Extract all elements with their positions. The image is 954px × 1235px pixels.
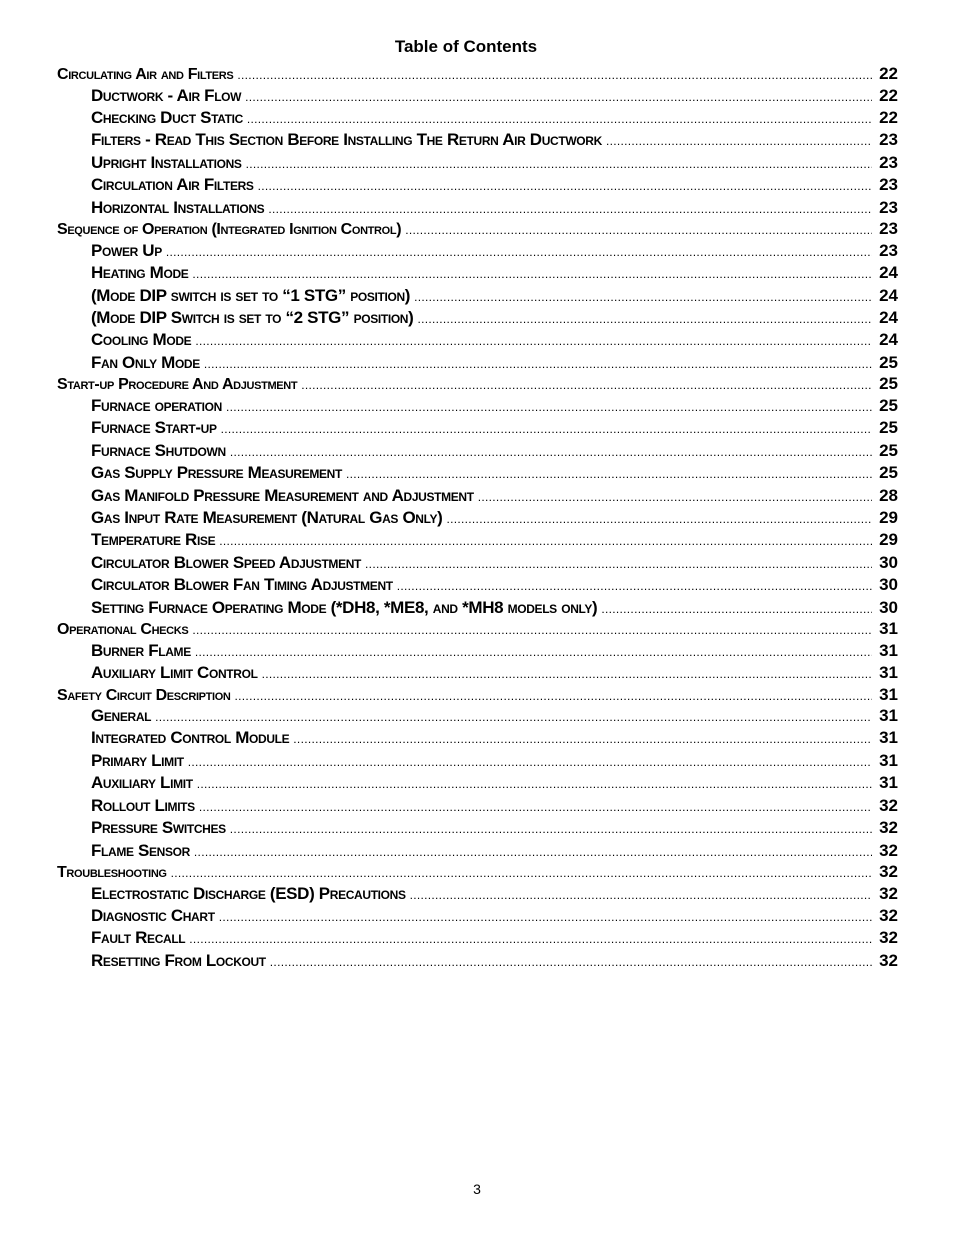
toc-entry-label: Flame Sensor [91,840,190,860]
toc-subsection-entry[interactable] [57,817,898,839]
toc-subsection-entry[interactable] [57,574,898,596]
toc-subsection-entry[interactable] [57,485,898,507]
toc-entry-page: 24 [879,330,898,350]
toc-entry-label: Horizontal Installations [91,197,265,217]
toc-subsection-entry[interactable] [57,85,898,107]
toc-entry-page: 31 [879,773,898,793]
toc-entry-page: 29 [879,530,898,550]
toc-subsection-entry[interactable] [57,705,898,727]
dot-leader [230,818,872,840]
toc-subsection-entry[interactable] [57,329,898,351]
dot-leader [606,130,872,152]
toc-entry-label: Circulation Air Filters [91,175,254,195]
dot-leader [230,441,872,463]
toc-entry-page: 31 [879,728,898,748]
dot-leader [194,841,872,863]
toc-subsection-entry[interactable] [57,152,898,174]
dot-leader [197,773,872,795]
dot-leader [245,86,872,108]
toc-entry-page: 23 [879,219,898,239]
dot-leader [247,108,872,130]
toc-entry-label: Circulator Blower Speed Adjustment [91,552,362,572]
toc-section-entry[interactable] [57,219,898,240]
toc-entry-page: 30 [879,552,898,572]
toc-subsection-entry[interactable] [57,662,898,684]
toc-entry-page: 25 [879,374,898,394]
toc-entry-page: 31 [879,619,898,639]
dot-leader [221,418,872,440]
toc-subsection-entry[interactable] [57,905,898,927]
dot-leader [235,686,872,707]
toc-entry-page: 31 [879,750,898,770]
toc-subsection-entry[interactable] [57,529,898,551]
toc-entry-label: (Mode DIP switch is set to “1 STG” position) [91,285,411,305]
toc-entry-page: 30 [879,575,898,595]
toc-entry-label: Electrostatic Discharge (ESD) Precautions [91,883,406,903]
toc-entry-label: Cooling Mode [91,330,192,350]
toc-entry-page: 31 [879,706,898,725]
toc-entry-label: Circulator Blower Fan Timing Adjustment [91,575,393,595]
toc-entry-page: 31 [879,684,898,704]
toc-entry-label: Troubleshooting [57,864,167,882]
toc-entry-label: Auxiliary Limit Control [91,663,258,683]
toc-entry-label: Sequence of Operation (Integrated Ignition Control) [57,221,402,239]
toc-entry-page: 32 [879,840,898,860]
toc-subsection-entry[interactable] [57,129,898,151]
dot-leader [192,620,872,641]
toc-entry-label: Heating Mode [91,263,189,283]
toc-subsection-entry[interactable] [57,262,898,284]
dot-leader [195,641,872,663]
toc-entry-label: (Mode DIP Switch is set to “2 STG” position) [91,307,414,327]
toc-entry-label: Gas Manifold Pressure Measurement and Adjustment [91,485,474,505]
toc-entry-label: Pressure Switches [91,818,226,838]
toc-entry-page: 32 [879,883,898,903]
dot-leader [195,330,872,352]
toc-entry-label: Furnace operation [91,395,222,415]
dot-leader [601,598,872,620]
dot-leader [246,153,872,175]
toc-subsection-entry[interactable] [57,950,898,972]
dot-leader [397,575,872,597]
toc-subsection-entry[interactable] [57,640,898,662]
toc-entry-label: Auxiliary Limit [91,773,193,793]
toc-entry-label: Filters - Read This Section Before Installing The Return Air Ductwork [91,130,602,150]
toc-subsection-entry[interactable] [57,285,898,307]
toc-entry-label: Gas Input Rate Measurement (Natural Gas Only) [91,507,443,527]
dot-leader [346,463,872,485]
toc-subsection-entry[interactable] [57,307,898,329]
dot-leader [188,751,872,773]
toc-entry-page: 29 [879,507,898,527]
page-number: 3 [473,1181,481,1197]
toc-entry-page: 31 [879,663,898,683]
toc-subsection-entry[interactable] [57,107,898,129]
dot-leader [189,928,872,950]
toc-entry-page: 25 [879,395,898,415]
dot-leader [155,706,872,728]
toc-entry-label: Gas Supply Pressure Measurement [91,463,342,483]
toc-entry-label: Temperature Rise [91,530,216,550]
toc-subsection-entry[interactable] [57,927,898,949]
toc-subsection-entry[interactable] [57,462,898,484]
toc-entry-page: 24 [879,307,898,327]
dot-leader [478,486,872,508]
toc-entry-label: Safety Circuit Description [57,686,231,704]
toc-entry-label: General [91,706,152,725]
toc-section-entry[interactable] [57,619,898,640]
toc-subsection-entry[interactable] [57,840,898,862]
toc-subsection-entry[interactable] [57,795,898,817]
dot-leader [293,728,872,750]
toc-subsection-entry[interactable] [57,395,898,417]
toc-subsection-entry[interactable] [57,440,898,462]
toc-entry-page: 32 [879,862,898,882]
toc-section-entry[interactable] [57,862,898,883]
toc-entry-label: Checking Duct Static [91,107,243,127]
toc-entry-page: 23 [879,197,898,217]
toc-entry-label: Resetting From Lockout [91,950,266,970]
dot-leader [414,286,872,308]
toc-entry-page: 32 [879,906,898,925]
toc-entry-label: Upright Installations [91,152,242,172]
toc-entry-page: 32 [879,928,898,948]
toc-entry-label: Circulating Air and Filters [57,66,234,83]
dot-leader [237,65,872,86]
dot-leader [204,353,872,375]
toc-entry-label: Burner Flame [91,640,191,660]
toc-subsection-entry[interactable] [57,597,898,619]
toc-subsection-entry[interactable] [57,417,898,439]
toc-entry-page: 22 [879,85,898,105]
toc-entry-label: Furnace Shutdown [91,440,226,460]
toc-entry-page: 32 [879,950,898,970]
toc-entry-label: Integrated Control Module [91,728,290,748]
toc-entry-page: 30 [879,597,898,617]
toc-entry-label: Primary Limit [91,750,184,770]
toc-subsection-entry[interactable] [57,750,898,772]
dot-leader [410,884,872,906]
dot-leader [405,220,872,241]
toc-section-entry[interactable] [57,685,898,706]
toc-subsection-entry[interactable] [57,174,898,196]
toc-subsection-entry[interactable] [57,352,898,374]
toc-entry-page: 22 [879,107,898,127]
toc-entry-page: 24 [879,285,898,305]
toc-entry-page: 31 [879,640,898,660]
toc-subsection-entry[interactable] [57,772,898,794]
toc-entry-page: 25 [879,352,898,372]
toc-entry-label: Fan Only Mode [91,352,200,372]
toc-subsection-entry[interactable] [57,727,898,749]
dot-leader [226,396,872,418]
dot-leader [171,863,872,884]
toc-entry-page: 32 [879,795,898,815]
toc-entry-page: 28 [879,485,898,505]
toc-subsection-entry[interactable] [57,507,898,529]
toc-subsection-entry[interactable] [57,552,898,574]
toc-entry-page: 23 [879,130,898,150]
dot-leader [199,796,872,818]
toc-entry-page: 32 [879,818,898,838]
dot-leader [219,530,872,552]
page-title: Table of Contents [394,37,538,56]
toc-entry-label: Diagnostic Chart [91,906,215,925]
toc-subsection-entry[interactable] [57,197,898,219]
toc-subsection-entry[interactable] [57,883,898,905]
dot-leader [417,308,872,330]
dot-leader [192,263,872,285]
toc-entry-page: 23 [879,240,898,260]
toc-entry-page: 22 [879,64,898,83]
toc-section-entry[interactable] [57,374,898,395]
toc-entry-label: Fault Recall [91,928,186,948]
dot-leader [219,906,872,928]
toc-entry-page: 23 [879,175,898,195]
toc-entry-page: 23 [879,152,898,172]
toc-entry-page: 25 [879,440,898,460]
toc-entry-label: Operational Checks [57,621,189,639]
dot-leader [268,198,872,220]
toc-entry-page: 24 [879,263,898,283]
toc-entry-label: Start-up Procedure And Adjustment [57,376,298,394]
table-of-contents [57,64,898,972]
dot-leader [365,553,872,575]
toc-entry-page: 25 [879,463,898,483]
toc-entry-page: 25 [879,418,898,438]
dot-leader [262,663,872,685]
toc-entry-label: Ductwork - Air Flow [91,85,242,105]
dot-leader [166,241,872,263]
toc-entry-label: Setting Furnace Operating Mode (*DH8, *ME8, and *MH8 models only) [91,597,598,617]
dot-leader [270,951,872,973]
toc-entry-label: Furnace Start-up [91,418,217,438]
toc-subsection-entry[interactable] [57,240,898,262]
toc-entry-label: Power Up [91,240,162,260]
toc-section-entry[interactable] [57,64,898,85]
dot-leader [446,508,872,530]
toc-entry-label: Rollout Limits [91,795,195,815]
dot-leader [301,375,872,396]
dot-leader [258,175,872,197]
